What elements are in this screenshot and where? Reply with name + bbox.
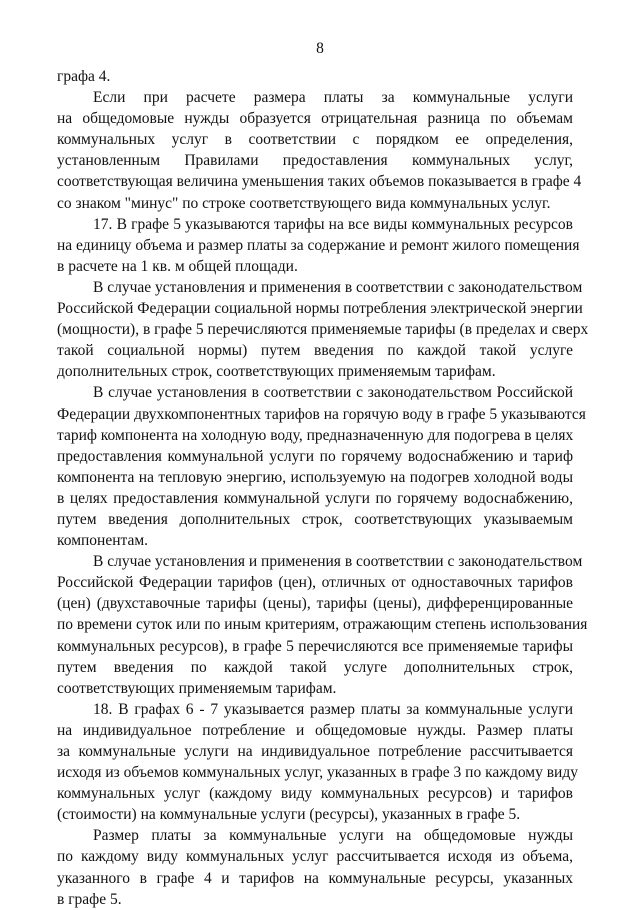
text-line: Российской Федерации социальной нормы потребления электрической энергии [57,300,583,318]
text-line: на единицу объема и размер платы за содержание и ремонт жилого помещения [57,236,580,254]
text-line: коммунальных услуг (каждому виду коммунальных ресурсов) и тарифов [57,785,573,803]
text-line: Российской Федерации тарифов (цен), отличных от одноставочных тарифов [57,574,573,592]
text-line: В случае установления в соответствии с законодательством Российской [93,384,573,402]
text-line: за коммунальные услуги на индивидуальное потребление рассчитывается [57,743,573,760]
text-line: по времени суток или по иным критериям, отражающим степень использования [57,616,588,634]
text-line: предоставления коммунальной услуги по горячему водоснабжению и тариф [57,447,573,465]
text-line: в графе 5. [57,890,122,908]
text-line: коммунальных услуг в соответствии с порядком ее определения, [57,131,573,149]
text-line: в целях предоставления коммунальной услуги по горячему водоснабжению, [57,489,573,507]
text-line: в расчете на 1 кв. м общей площади. [57,257,298,275]
text-line: Если при расчете размера платы за коммунальные услуги [93,89,573,107]
text-line: со знаком "минус" по строке соответствующего вида коммунальных услуг. [57,194,551,212]
text-line: 18. В графах 6 - 7 указывается размер платы за коммунальные услуги [93,700,573,718]
text-line: путем введения дополнительных строк, соответствующих указываемым [57,510,573,528]
text-line: В случае установления и применения в соответствии с законодательством [93,553,583,571]
text-line: путем введения по каждой такой услуге дополнительных строк, [57,658,573,676]
page-number: 8 [316,40,324,57]
text-line: (мощности), в графе 5 перечисляются применяемые тарифы (в пределах и сверх [57,321,589,339]
text-line: дополнительных строк, соответствующих применяемым тарифам. [57,363,496,381]
document-body [57,66,589,910]
text-line: соответствующая величина уменьшения таких объемов показывается в графе 4 [57,173,582,191]
text-line: (цен) (двухставочные тарифы (цены), тарифы (цены), дифференцированные [57,595,573,613]
text-line: 17. В графе 5 указываются тарифы на все виды коммунальных ресурсов [93,215,573,233]
text-line: (стоимости) на коммунальные услуги (ресурсы), указанных в графе 5. [57,806,521,824]
text-line: по каждому виду коммунальных услуг рассчитывается исходя из объема, [57,848,573,866]
text-line: В случае установления и применения в соответствии с законодательством [93,278,583,296]
text-line: Размер платы за коммунальные услуги на общедомовые нужды [93,827,573,845]
text-line: тариф компонента на холодную воду, предназначенную для подогрева в целях [57,426,574,444]
text-line: такой социальной нормы) путем введения по каждой такой услуге [57,342,573,360]
text-line: на индивидуальное потребление и общедомовые нужды. Размер платы [57,721,573,739]
text-line: коммунальных ресурсов), в графе 5 перечисляются все применяемые тарифы [57,637,573,655]
text-line: графа 4. [57,68,111,85]
text-line: Федерации двухкомпонентных тарифов на горячую воду в графе 5 указываются [57,405,586,423]
text-line: соответствующих применяемым тарифам. [57,679,337,697]
text-line: указанного в графе 4 и тарифов на коммунальные ресурсы, указанных [57,869,573,887]
text-line: компонента на тепловую энергию, используемую на подогрев холодной воды [57,468,573,486]
text-line: исходя из объемов коммунальных услуг, указанных в графе 3 по каждому виду [57,764,578,782]
text-line: на общедомовые нужды образуется отрицательная разница по объемам [57,110,573,128]
text-line: компонентам. [57,532,149,550]
text-line: установленным Правилами предоставления коммунальных услуг, [57,152,573,170]
